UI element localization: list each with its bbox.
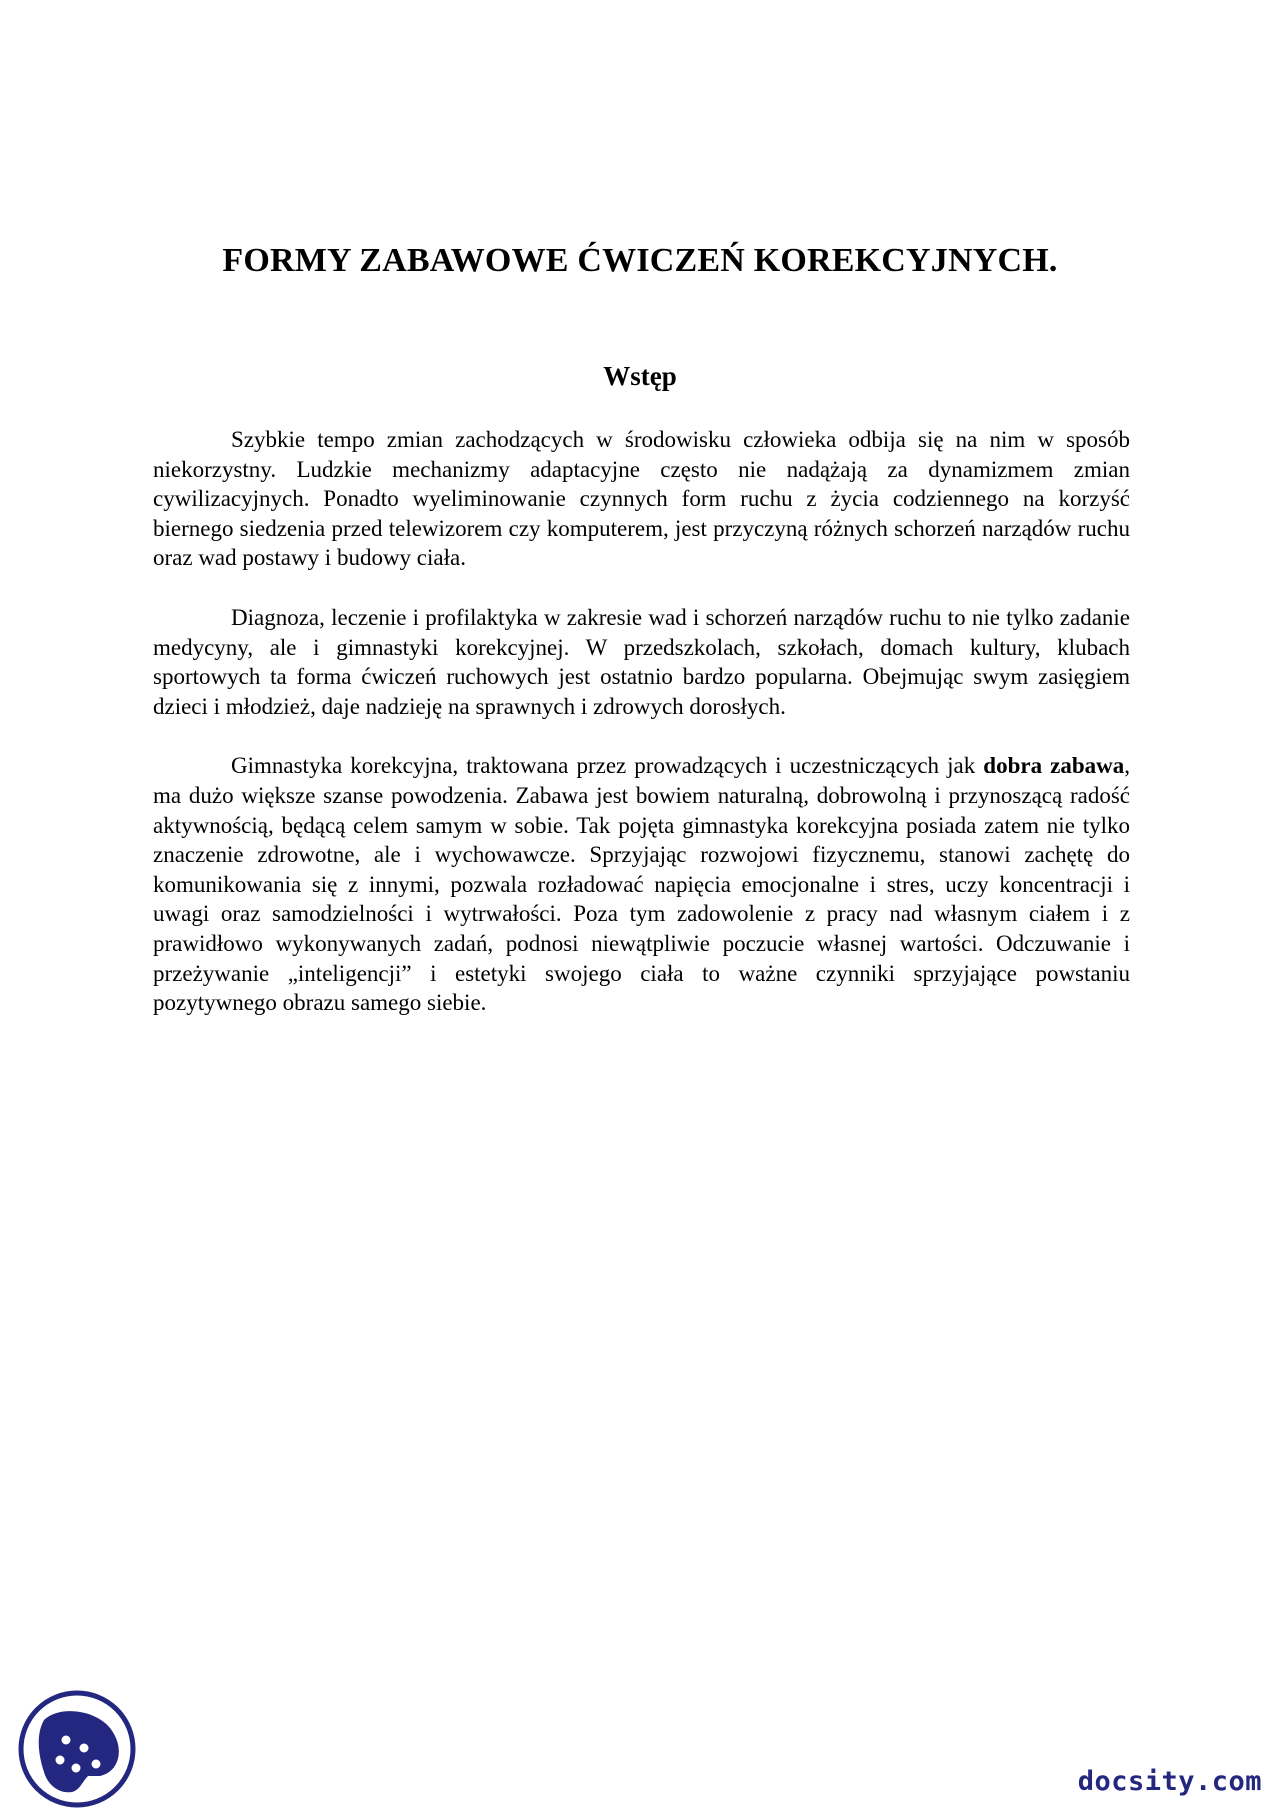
paragraph-3-rest: , ma dużo większe szanse powodzenia. Zabawa jest bowiem naturalną, dobrowolną i przynoszącą radość aktywnością, będącą celem samym w sobie. Tak pojęta gimnastyka korekcyjna posiada zatem nie tylko znaczenie zdrowotne, ale i wychowawcze. Sprzyjając rozwojowi fizycznemu, stanowi zachętę do komunikowania się z innymi, pozwala rozładować napięcia emocjonalne i stres, uczy koncentracji i uwagi oraz samodzielności i wytrwałości. Poza tym zadowolenie z pracy nad własnym ciałem i z prawidłowo wykonywanych zadań, podnosi niewątpliwie poczucie własnej wartości. Odczuwanie i przeżywanie „inteligencji” i estetyki swojego ciała to ważne czynniki sprzyjające powstaniu pozytywnego obrazu samego siebie. [153,753,1131,1016]
docsity-logo-icon [18,1690,136,1808]
paragraph-3 [153,751,1130,1017]
paragraph-1: Szybkie tempo zmian zachodzących w środowisku człowieka odbija się na nim w sposób niekorzystny. Ludzkie mechanizmy adaptacyjne często nie nadążają za dynamizmem zmian cywilizacyjnych. Ponadto wyeliminowanie czynnych form ruchu z życia codziennego na korzyść biernego siedzenia przed telewizorem czy komputerem, jest przyczyną różnych schorzeń narządów ruchu oraz wad postawy i budowy ciała. [153,427,1130,571]
docsity-watermark: docsity.com [1077,1766,1262,1797]
paragraph-2: Diagnoza, leczenie i profilaktyka w zakresie wad i schorzeń narządów ruchu to nie tylko zadanie medycyny, ale i gimnastyki korekcyjnej. W przedszkolach, szkołach, domach kultury, klubach sportowych ta forma ćwiczeń ruchowych jest ostatnio bardzo popularna. Obejmując swym zasięgiem dzieci i młodzież, daje nadzieję na sprawnych i zdrowych dorosłych. [153,604,1130,719]
paragraph-3-lead: Gimnastyka korekcyjna, traktowana przez prowadzących i uczestniczących jak [231,753,984,779]
page-title: FORMY ZABAWOWE ĆWICZEŃ KOREKCYJNYCH. [222,242,1058,279]
paragraph-3-emphasis: dobra zabawa [983,753,1125,779]
section-heading: Wstęp [603,361,677,391]
document-body [153,425,1130,1048]
